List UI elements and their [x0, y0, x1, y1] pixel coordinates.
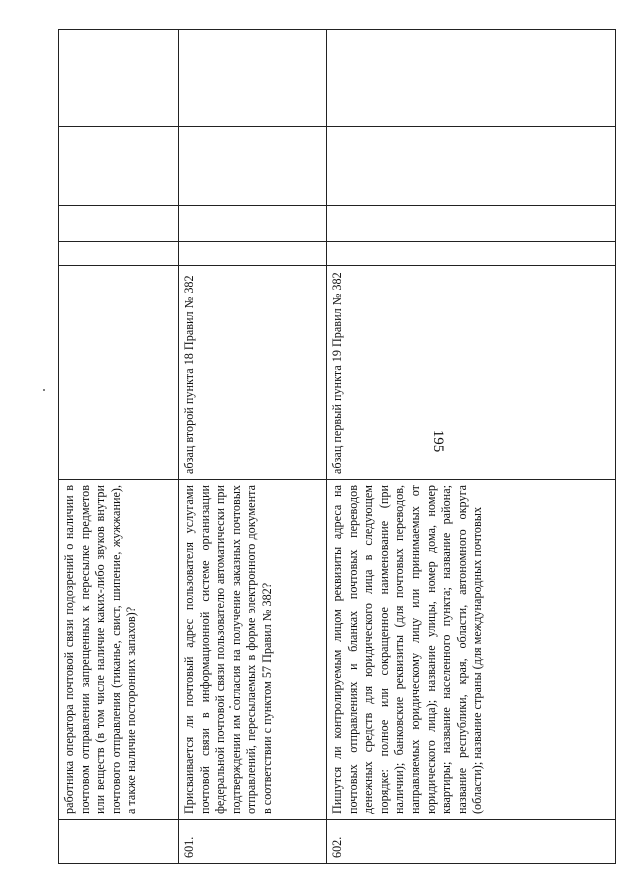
answer-no-cell	[179, 206, 327, 242]
not-applicable-cell	[59, 127, 179, 206]
not-applicable-cell	[327, 127, 616, 206]
scan-speck	[43, 389, 45, 391]
table-row	[327, 30, 616, 864]
reference-cell	[59, 266, 179, 480]
table-row	[59, 30, 179, 864]
reference-cell: абзац первый пункта 19 Правил № 382	[327, 266, 616, 480]
not-applicable-cell	[179, 127, 327, 206]
question-cell: Присваивается ли почтовый адрес пользователя услугами почтовой связи в информационной системе организации федеральной почтовой связи пользователю автоматически при подтверждении им согласия на получение заказных почтовых отправлений, пересылаемых в форме электронного документа в соответствии с пунктом 57 Правил № 382?	[179, 480, 327, 820]
answer-no-cell	[327, 206, 616, 242]
answer-yes-cell	[179, 242, 327, 266]
notes-cell	[179, 30, 327, 127]
answer-no-cell	[59, 206, 179, 242]
page-number: 195	[430, 429, 446, 453]
question-cell: Пишутся ли контролируемым лицом реквизиты адреса на почтовых отправлениях и бланках почтовых переводов денежных средств для юридического лица в следующем порядке: полное или сокращенное наименование (при наличии); банковские реквизиты (для почтовых переводов, направляемых юридическому лицу или принимаемых от юридического лица); название улицы, номер дома, номер квартиры; название населенного пункта; название района; название республики, края, области, автономного округа (области); название страны (для международных почтовых	[327, 480, 616, 820]
answer-yes-cell	[327, 242, 616, 266]
checklist-table	[58, 29, 616, 864]
row-number: 601.	[179, 820, 327, 864]
row-number: 602.	[327, 820, 616, 864]
notes-cell	[59, 30, 179, 127]
answer-yes-cell	[59, 242, 179, 266]
row-number	[59, 820, 179, 864]
notes-cell	[327, 30, 616, 127]
rotated-table-container	[58, 30, 615, 864]
question-cell: работника оператора почтовой связи подозрений о наличии в почтовом отправлении запрещенных к пересылке предметов или веществ (в том числе наличие каких-либо звуков внутри почтового отправления (тиканье, свист, шипение, жужжание), а также наличие посторонних запахов)?	[59, 480, 179, 820]
table-row	[179, 30, 327, 864]
reference-cell: абзац второй пункта 18 Правил № 382	[179, 266, 327, 480]
